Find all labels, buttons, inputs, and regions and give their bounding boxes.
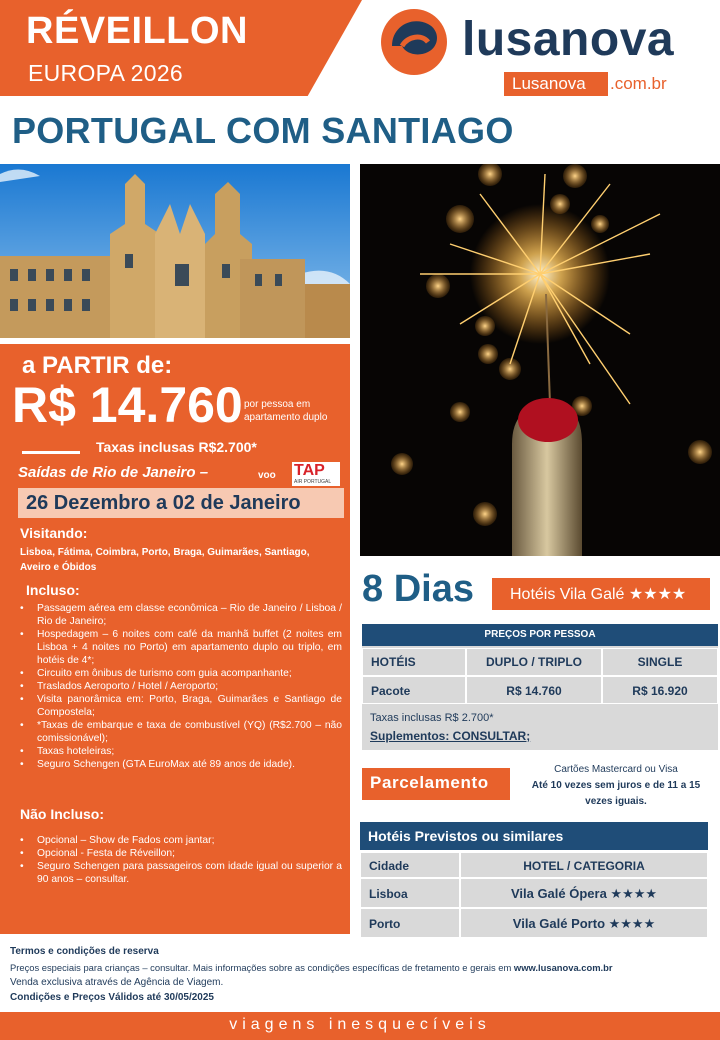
price-row-label: Pacote	[362, 676, 466, 704]
list-item: • *Taxas de embarque e taxa de combustível (YQ) (R$2.700 – não comissionável);	[20, 719, 342, 745]
sparkler-champagne-image	[360, 164, 720, 556]
hotel-name-lisboa: Vila Galé Ópera ★★★★	[460, 878, 708, 908]
installments-line-2: Até 10 vezes sem juros e de 11 a 15	[531, 780, 701, 791]
hotels-header-category: HOTEL / CATEGORIA	[460, 852, 708, 878]
header-title: RÉVEILLON	[26, 10, 248, 52]
list-item: • Circuito em ônibus de turismo com guia acompanhante;	[20, 667, 342, 680]
page-title: PORTUGAL COM SANTIAGO	[12, 110, 514, 151]
list-item: • Visita panorâmica em: Porto, Braga, Guimarães e Santiago de Compostela;	[20, 693, 342, 719]
price-header-double: DUPLO / TRIPLO	[466, 648, 602, 676]
header-subtitle: EUROPA 2026	[28, 60, 184, 86]
tap-logo-sub: AIR PORTUGAL	[294, 479, 332, 485]
santiago-cathedral-image	[0, 164, 350, 338]
list-item: • Traslados Aeroporto / Hotel / Aeroporto;	[20, 680, 342, 693]
supplements-link[interactable]: Suplementos: CONSULTAR;	[370, 729, 531, 743]
lusanova-logo-icon	[378, 6, 450, 78]
taxes-included: Taxas inclusas R$2.700*	[96, 439, 257, 455]
price-note: por pessoa em apartamento duplo	[244, 399, 328, 423]
travel-dates: 26 Dezembro a 02 de Janeiro	[26, 492, 301, 514]
flight-label: voo	[258, 470, 276, 481]
hotel-city-lisboa: Lisboa	[360, 878, 460, 908]
installments-info	[520, 762, 712, 810]
installments-line-1: Cartões Mastercard ou Visa	[554, 764, 678, 775]
logo-url-main[interactable]: Lusanova	[512, 74, 586, 93]
list-item: • Passagem aérea em classe econômica – Rio de Janeiro / Lisboa / Rio de Janeiro;	[20, 602, 342, 628]
divider	[22, 451, 80, 454]
price-single: R$ 16.920	[602, 676, 718, 704]
list-item: • Taxas hoteleiras;	[20, 745, 342, 758]
hotel-city-porto: Porto	[360, 908, 460, 938]
terms-line-2: Venda exclusiva através de Agência de Viagem.	[10, 977, 224, 988]
not-included-list	[20, 834, 342, 886]
price-header-single: SINGLE	[602, 648, 718, 676]
list-item: • Seguro Schengen para passageiros com idade igual ou superior a 90 anos – consultar.	[20, 860, 342, 886]
duration: 8 Dias	[362, 568, 474, 610]
website-link[interactable]: www.lusanova.com.br	[513, 962, 613, 973]
list-item: • Opcional - Festa de Réveillon;	[20, 847, 342, 860]
tap-logo-text: TAP	[294, 462, 325, 479]
footer-slogan: viagens inesquecíveis	[229, 1016, 491, 1033]
list-item: • Opcional – Show de Fados com jantar;	[20, 834, 342, 847]
installments-label: Parcelamento	[370, 773, 489, 792]
visiting-cities: Lisboa, Fátima, Coimbra, Porto, Braga, Guimarães, Santiago, Aveiro e Óbidos	[20, 547, 310, 573]
hotels-badge: Hotéis Vila Galé ★★★★	[510, 586, 687, 603]
installments-line-3: vezes iguais.	[585, 796, 647, 807]
hotels-header-city: Cidade	[360, 852, 460, 878]
list-item: • Hospedagem – 6 noites com café da manhã buffet (2 noites em Lisboa + 4 noites no Porto) em apartamento duplo ou triplo, em hotéis de 4*;	[20, 628, 342, 667]
terms-validity: Condições e Preços Válidos até 30/05/2025	[10, 992, 214, 1003]
terms-text: Preços especiais para crianças – consultar. Mais informações sobre as condições específicas de fretamento e gerais em	[10, 962, 512, 973]
price-table-title: PREÇOS POR PESSOA	[362, 624, 718, 646]
price-taxes-note: Taxas inclusas R$ 2.700*	[370, 712, 494, 724]
from-label: a PARTIR de:	[22, 352, 173, 379]
price-header-hotels: HOTÉIS	[362, 648, 466, 676]
list-item: • Seguro Schengen (GTA EuroMax até 89 anos de idade).	[20, 758, 342, 771]
terms-line-1	[10, 962, 716, 973]
tap-airline-logo	[292, 462, 340, 486]
logo-text: lusanova	[462, 13, 675, 66]
terms-title: Termos e condições de reserva	[10, 946, 159, 957]
included-list	[20, 602, 342, 771]
visiting-label: Visitando:	[20, 525, 88, 541]
logo-url-tail[interactable]: .com.br	[610, 74, 667, 93]
departures-label: Saídas de Rio de Janeiro –	[18, 464, 209, 481]
hotels-table-title: Hotéis Previstos ou similares	[368, 828, 564, 844]
price-value: R$ 14.760	[12, 377, 243, 433]
included-label: Incluso:	[26, 582, 80, 598]
hotel-name-porto: Vila Galé Porto ★★★★	[460, 908, 708, 938]
price-double: R$ 14.760	[466, 676, 602, 704]
not-included-label: Não Incluso:	[20, 806, 105, 822]
